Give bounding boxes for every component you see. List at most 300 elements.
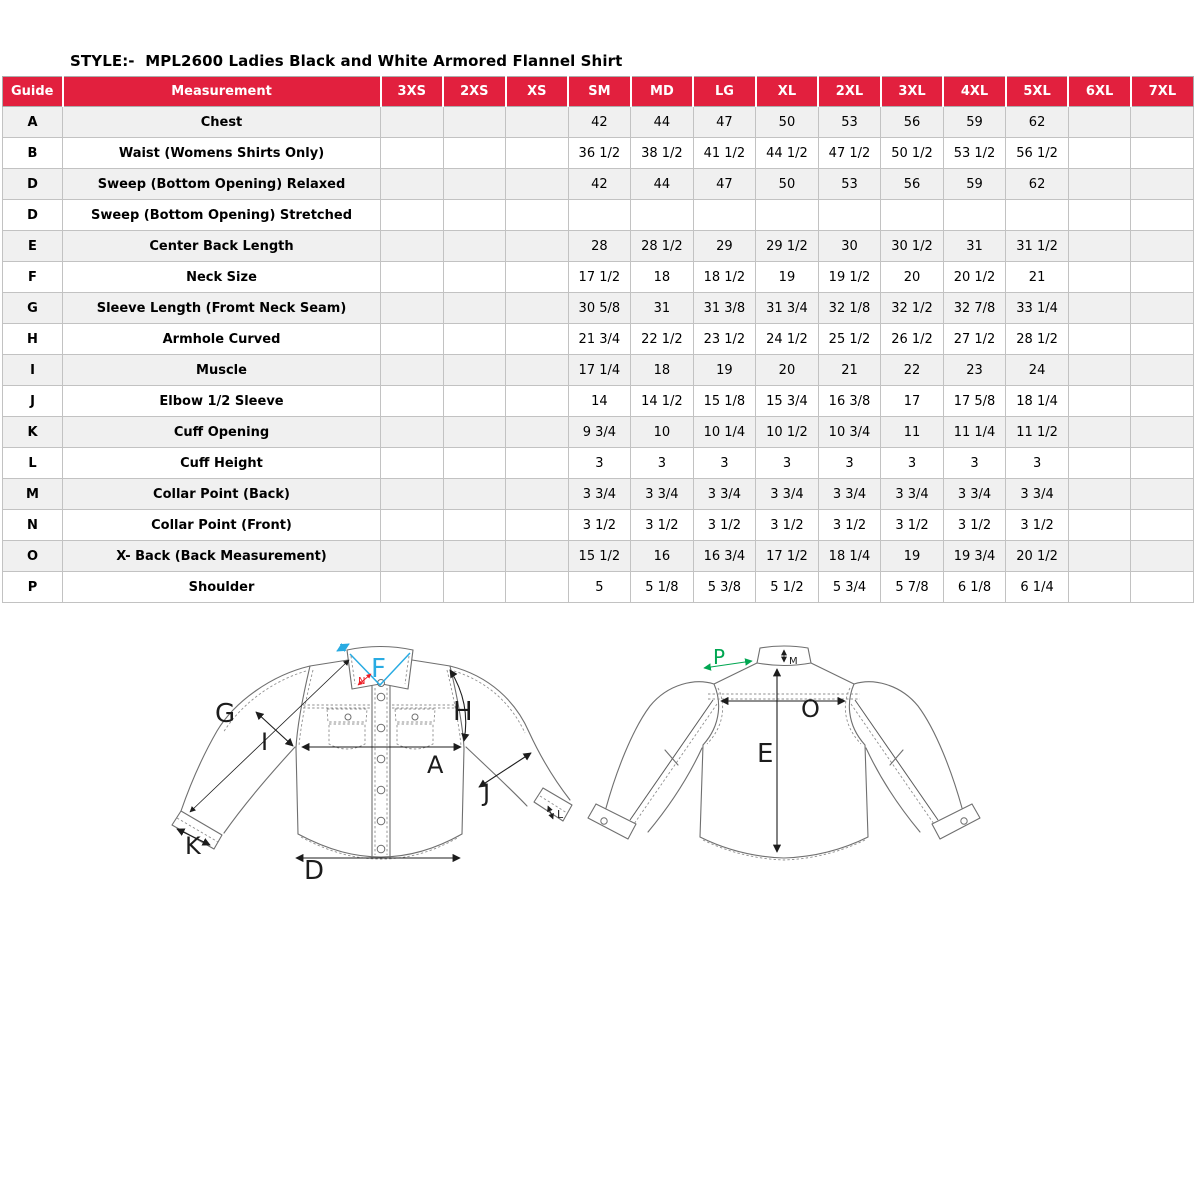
diagram-label-F: F [371,654,386,684]
value-cell [506,262,569,293]
diagram-label-I: I [261,728,269,756]
column-header-6xl: 6XL [1068,77,1131,107]
value-cell: 42 [568,169,631,200]
value-cell: 32 1/2 [881,293,944,324]
table-row [3,169,1194,200]
value-cell [1131,355,1194,386]
diagram-label-N: N [358,676,366,687]
value-cell: 18 1/4 [818,541,881,572]
value-cell: 28 1/2 [631,231,694,262]
front-button [377,786,385,794]
value-cell: 44 [631,107,694,138]
column-header-3xl: 3XL [881,77,944,107]
value-cell [506,200,569,231]
table-row [3,200,1194,231]
value-cell [506,138,569,169]
value-cell: 22 1/2 [631,324,694,355]
value-cell: 5 3/8 [693,572,756,603]
value-cell: 31 [943,231,1006,262]
front-view-labels [185,654,564,886]
value-cell [1131,510,1194,541]
value-cell: 3 [818,448,881,479]
back-left-elbow-seam [665,750,678,765]
value-cell: 18 [631,355,694,386]
value-cell: 19 [881,541,944,572]
value-cell: 29 [693,231,756,262]
value-cell [1068,262,1131,293]
value-cell: 17 5/8 [943,386,1006,417]
table-row [3,293,1194,324]
value-cell: 62 [1006,107,1069,138]
value-cell: 3 1/2 [818,510,881,541]
value-cell: 27 1/2 [943,324,1006,355]
guide-cell: O [3,541,63,572]
value-cell: 20 1/2 [943,262,1006,293]
value-cell: 3 3/4 [943,479,1006,510]
table-row [3,479,1194,510]
back-left-sleeve-seam-stitch [634,704,717,824]
value-cell [443,324,506,355]
back-view-diagram [588,645,980,860]
back-right-sleeve-inner [866,748,920,832]
value-cell [693,200,756,231]
size-table-header-row [3,77,1194,107]
measurement-cell: Collar Point (Back) [63,479,381,510]
value-cell [1068,355,1131,386]
value-cell: 19 [756,262,819,293]
value-cell: 20 [881,262,944,293]
value-cell [381,138,444,169]
diagram-label-O: O [801,695,820,723]
value-cell [1131,386,1194,417]
value-cell: 42 [568,107,631,138]
value-cell: 6 1/4 [1006,572,1069,603]
value-cell: 31 1/2 [1006,231,1069,262]
back-left-sleeve-outer [606,682,714,808]
table-row [3,138,1194,169]
cuff-height-arrow-L [548,806,553,819]
column-header-xl: XL [756,77,819,107]
value-cell: 14 1/2 [631,386,694,417]
value-cell [1131,262,1194,293]
measurement-cell: Waist (Womens Shirts Only) [63,138,381,169]
value-cell: 41 1/2 [693,138,756,169]
value-cell [443,510,506,541]
value-cell: 30 1/2 [881,231,944,262]
value-cell: 28 1/2 [1006,324,1069,355]
value-cell: 56 1/2 [1006,138,1069,169]
value-cell [443,169,506,200]
value-cell [631,200,694,231]
column-header-4xl: 4XL [943,77,1006,107]
table-row [3,572,1194,603]
front-right-pocket-button [412,714,418,720]
value-cell [818,200,881,231]
diagram-label-P: P [713,645,726,669]
value-cell [1068,417,1131,448]
value-cell: 3 [943,448,1006,479]
value-cell [381,541,444,572]
front-left-pocket [329,724,365,749]
value-cell [1131,324,1194,355]
value-cell: 20 [756,355,819,386]
guide-cell: D [3,200,63,231]
value-cell: 15 3/4 [756,386,819,417]
value-cell: 3 3/4 [1006,479,1069,510]
value-cell: 3 1/2 [943,510,1006,541]
value-cell [1131,169,1194,200]
value-cell [1068,541,1131,572]
guide-cell: H [3,324,63,355]
value-cell [506,510,569,541]
value-cell: 3 [756,448,819,479]
value-cell: 20 1/2 [1006,541,1069,572]
value-cell: 3 1/2 [693,510,756,541]
value-cell: 23 1/2 [693,324,756,355]
value-cell [506,572,569,603]
back-left-sleeve-inner [648,748,702,832]
value-cell: 29 1/2 [756,231,819,262]
value-cell: 10 [631,417,694,448]
measurement-cell: Sweep (Bottom Opening) Stretched [63,200,381,231]
value-cell: 17 1/2 [756,541,819,572]
measurement-cell: Elbow 1/2 Sleeve [63,386,381,417]
value-cell [506,386,569,417]
guide-cell: J [3,386,63,417]
value-cell: 19 1/2 [818,262,881,293]
front-button [377,755,385,763]
column-header-sm: SM [568,77,631,107]
value-cell [443,479,506,510]
value-cell: 3 1/2 [756,510,819,541]
value-cell [506,324,569,355]
value-cell: 31 3/4 [756,293,819,324]
value-cell [1068,479,1131,510]
value-cell [1068,448,1131,479]
value-cell: 14 [568,386,631,417]
front-left-sleeve-inner [224,747,295,833]
value-cell [506,541,569,572]
value-cell: 24 1/2 [756,324,819,355]
value-cell [381,200,444,231]
value-cell: 62 [1006,169,1069,200]
guide-cell: D [3,169,63,200]
value-cell: 59 [943,169,1006,200]
value-cell [1131,572,1194,603]
value-cell: 18 1/4 [1006,386,1069,417]
value-cell: 5 1/8 [631,572,694,603]
back-right-sleeve-outer [854,682,962,808]
value-cell [1068,231,1131,262]
value-cell: 15 1/2 [568,541,631,572]
table-row [3,386,1194,417]
measurement-cell: Sleeve Length (Fromt Neck Seam) [63,293,381,324]
back-body-left [700,684,719,837]
value-cell [381,510,444,541]
value-cell [1068,200,1131,231]
front-collar-top [347,647,413,651]
front-body-left [296,666,310,834]
value-cell [1068,572,1131,603]
value-cell: 17 [881,386,944,417]
front-button [377,724,385,732]
front-right-sleeve-inner [466,747,527,806]
value-cell [1131,231,1194,262]
value-cell: 25 1/2 [818,324,881,355]
front-left-sleeve-outer [181,666,310,811]
column-header-md: MD [631,77,694,107]
front-button [377,845,385,853]
value-cell: 30 5/8 [568,293,631,324]
guide-cell: F [3,262,63,293]
guide-cell: L [3,448,63,479]
value-cell: 3 [568,448,631,479]
value-cell: 6 1/8 [943,572,1006,603]
value-cell: 47 [693,107,756,138]
value-cell: 11 1/4 [943,417,1006,448]
diagram-label-H: H [453,697,473,727]
value-cell: 3 1/2 [568,510,631,541]
value-cell [381,293,444,324]
value-cell [381,572,444,603]
page-title: STYLE:- MPL2600 Ladies Black and White Armored Flannel Shirt [70,52,623,70]
value-cell [1006,200,1069,231]
value-cell [381,448,444,479]
value-cell: 9 3/4 [568,417,631,448]
size-table-body [3,107,1194,603]
value-cell: 44 1/2 [756,138,819,169]
measurement-cell: Neck Size [63,262,381,293]
value-cell: 19 3/4 [943,541,1006,572]
table-row [3,510,1194,541]
measurement-cell: Armhole Curved [63,324,381,355]
value-cell: 32 7/8 [943,293,1006,324]
value-cell: 21 [1006,262,1069,293]
value-cell [1068,324,1131,355]
value-cell [443,107,506,138]
guide-cell: N [3,510,63,541]
value-cell: 36 1/2 [568,138,631,169]
shirt-measurement-diagram [0,620,1200,920]
size-table [2,76,1194,603]
measurement-cell: Muscle [63,355,381,386]
diagram-label-A: A [427,751,444,779]
front-view-diagram [172,644,572,886]
value-cell [506,293,569,324]
value-cell: 11 [881,417,944,448]
guide-cell: B [3,138,63,169]
value-cell [443,417,506,448]
front-right-sleeve-outer [450,666,570,800]
value-cell: 3 [881,448,944,479]
value-cell [568,200,631,231]
value-cell: 16 [631,541,694,572]
value-cell [1131,479,1194,510]
value-cell [1068,169,1131,200]
front-left-sleeve-stitch [223,671,306,733]
value-cell: 5 1/2 [756,572,819,603]
value-cell: 3 [631,448,694,479]
measurement-cell: Cuff Opening [63,417,381,448]
value-cell [381,262,444,293]
value-cell: 16 3/4 [693,541,756,572]
value-cell: 5 7/8 [881,572,944,603]
value-cell: 44 [631,169,694,200]
value-cell [443,138,506,169]
value-cell: 3 3/4 [881,479,944,510]
diagram-label-K: K [185,832,201,860]
table-row [3,107,1194,138]
table-row [3,262,1194,293]
column-header-5xl: 5XL [1006,77,1069,107]
value-cell: 3 1/2 [1006,510,1069,541]
guide-cell: I [3,355,63,386]
value-cell [1068,510,1131,541]
value-cell: 17 1/2 [568,262,631,293]
value-cell: 33 1/4 [1006,293,1069,324]
value-cell [506,169,569,200]
guide-cell: E [3,231,63,262]
diagram-label-L: L [557,808,564,821]
value-cell: 47 [693,169,756,200]
value-cell: 18 1/2 [693,262,756,293]
value-cell [756,200,819,231]
back-armhole-stitch [707,688,861,744]
back-hem [700,837,868,858]
value-cell: 53 [818,169,881,200]
value-cell: 26 1/2 [881,324,944,355]
value-cell: 3 1/2 [881,510,944,541]
guide-cell: G [3,293,63,324]
value-cell: 18 [631,262,694,293]
measurement-cell: Collar Point (Front) [63,510,381,541]
value-cell: 59 [943,107,1006,138]
measurement-cell: Sweep (Bottom Opening) Relaxed [63,169,381,200]
measurement-cell: Cuff Height [63,448,381,479]
measurement-cell: Shoulder [63,572,381,603]
value-cell: 32 1/8 [818,293,881,324]
value-cell: 17 1/4 [568,355,631,386]
shoulder-arrow-P [704,661,752,668]
value-cell [506,107,569,138]
value-cell [506,355,569,386]
value-cell [381,107,444,138]
back-right-sleeve-seam-stitch [851,704,934,824]
value-cell [443,572,506,603]
value-cell: 50 [756,169,819,200]
front-left-pocket-button [345,714,351,720]
value-cell [1131,138,1194,169]
value-cell [1131,107,1194,138]
table-row [3,324,1194,355]
value-cell: 23 [943,355,1006,386]
value-cell: 3 3/4 [756,479,819,510]
table-row [3,231,1194,262]
column-header-lg: LG [693,77,756,107]
table-row [3,448,1194,479]
column-header-3xs: 3XS [381,77,444,107]
value-cell: 50 1/2 [881,138,944,169]
value-cell [443,541,506,572]
value-cell [443,200,506,231]
column-header-guide: Guide [3,77,63,107]
measurement-cell: Center Back Length [63,231,381,262]
value-cell: 3 3/4 [693,479,756,510]
diagram-label-J: J [483,779,491,807]
value-cell: 3 [1006,448,1069,479]
value-cell [1131,417,1194,448]
value-cell: 10 1/2 [756,417,819,448]
value-cell [1131,541,1194,572]
back-yoke-stitch [708,694,860,699]
value-cell [381,386,444,417]
value-cell: 22 [881,355,944,386]
back-left-cuff [588,804,636,839]
column-header-measurement: Measurement [63,77,381,107]
table-row [3,541,1194,572]
value-cell [1131,293,1194,324]
diagram-label-D: D [304,856,325,886]
value-cell: 10 3/4 [818,417,881,448]
value-cell [1131,200,1194,231]
value-cell [1068,386,1131,417]
value-cell: 21 [818,355,881,386]
value-cell [1068,107,1131,138]
value-cell: 31 3/8 [693,293,756,324]
value-cell: 3 3/4 [568,479,631,510]
value-cell: 24 [1006,355,1069,386]
back-shoulder-seams [714,663,854,684]
front-placket-stitch [375,688,387,855]
value-cell [443,293,506,324]
value-cell [1068,293,1131,324]
table-row [3,417,1194,448]
measurement-cell: Chest [63,107,381,138]
table-row [3,355,1194,386]
value-cell [443,448,506,479]
back-right-cuff [932,804,980,839]
front-button [377,693,385,701]
value-cell: 3 3/4 [631,479,694,510]
guide-cell: K [3,417,63,448]
value-cell: 53 [818,107,881,138]
value-cell: 3 1/2 [631,510,694,541]
back-right-cuff-button [961,818,967,824]
column-header-7xl: 7XL [1131,77,1194,107]
value-cell: 47 1/2 [818,138,881,169]
value-cell: 31 [631,293,694,324]
value-cell: 38 1/2 [631,138,694,169]
value-cell [506,479,569,510]
column-header-2xs: 2XS [443,77,506,107]
value-cell: 56 [881,107,944,138]
value-cell: 10 1/4 [693,417,756,448]
value-cell [381,417,444,448]
value-cell [381,355,444,386]
diagram-label-M: M [789,656,798,667]
value-cell: 3 [693,448,756,479]
value-cell: 5 3/4 [818,572,881,603]
value-cell [443,355,506,386]
value-cell: 53 1/2 [943,138,1006,169]
value-cell: 15 1/8 [693,386,756,417]
value-cell [506,417,569,448]
value-cell [381,169,444,200]
value-cell [381,479,444,510]
value-cell [1131,448,1194,479]
guide-cell: A [3,107,63,138]
back-hem-stitch [703,840,865,860]
